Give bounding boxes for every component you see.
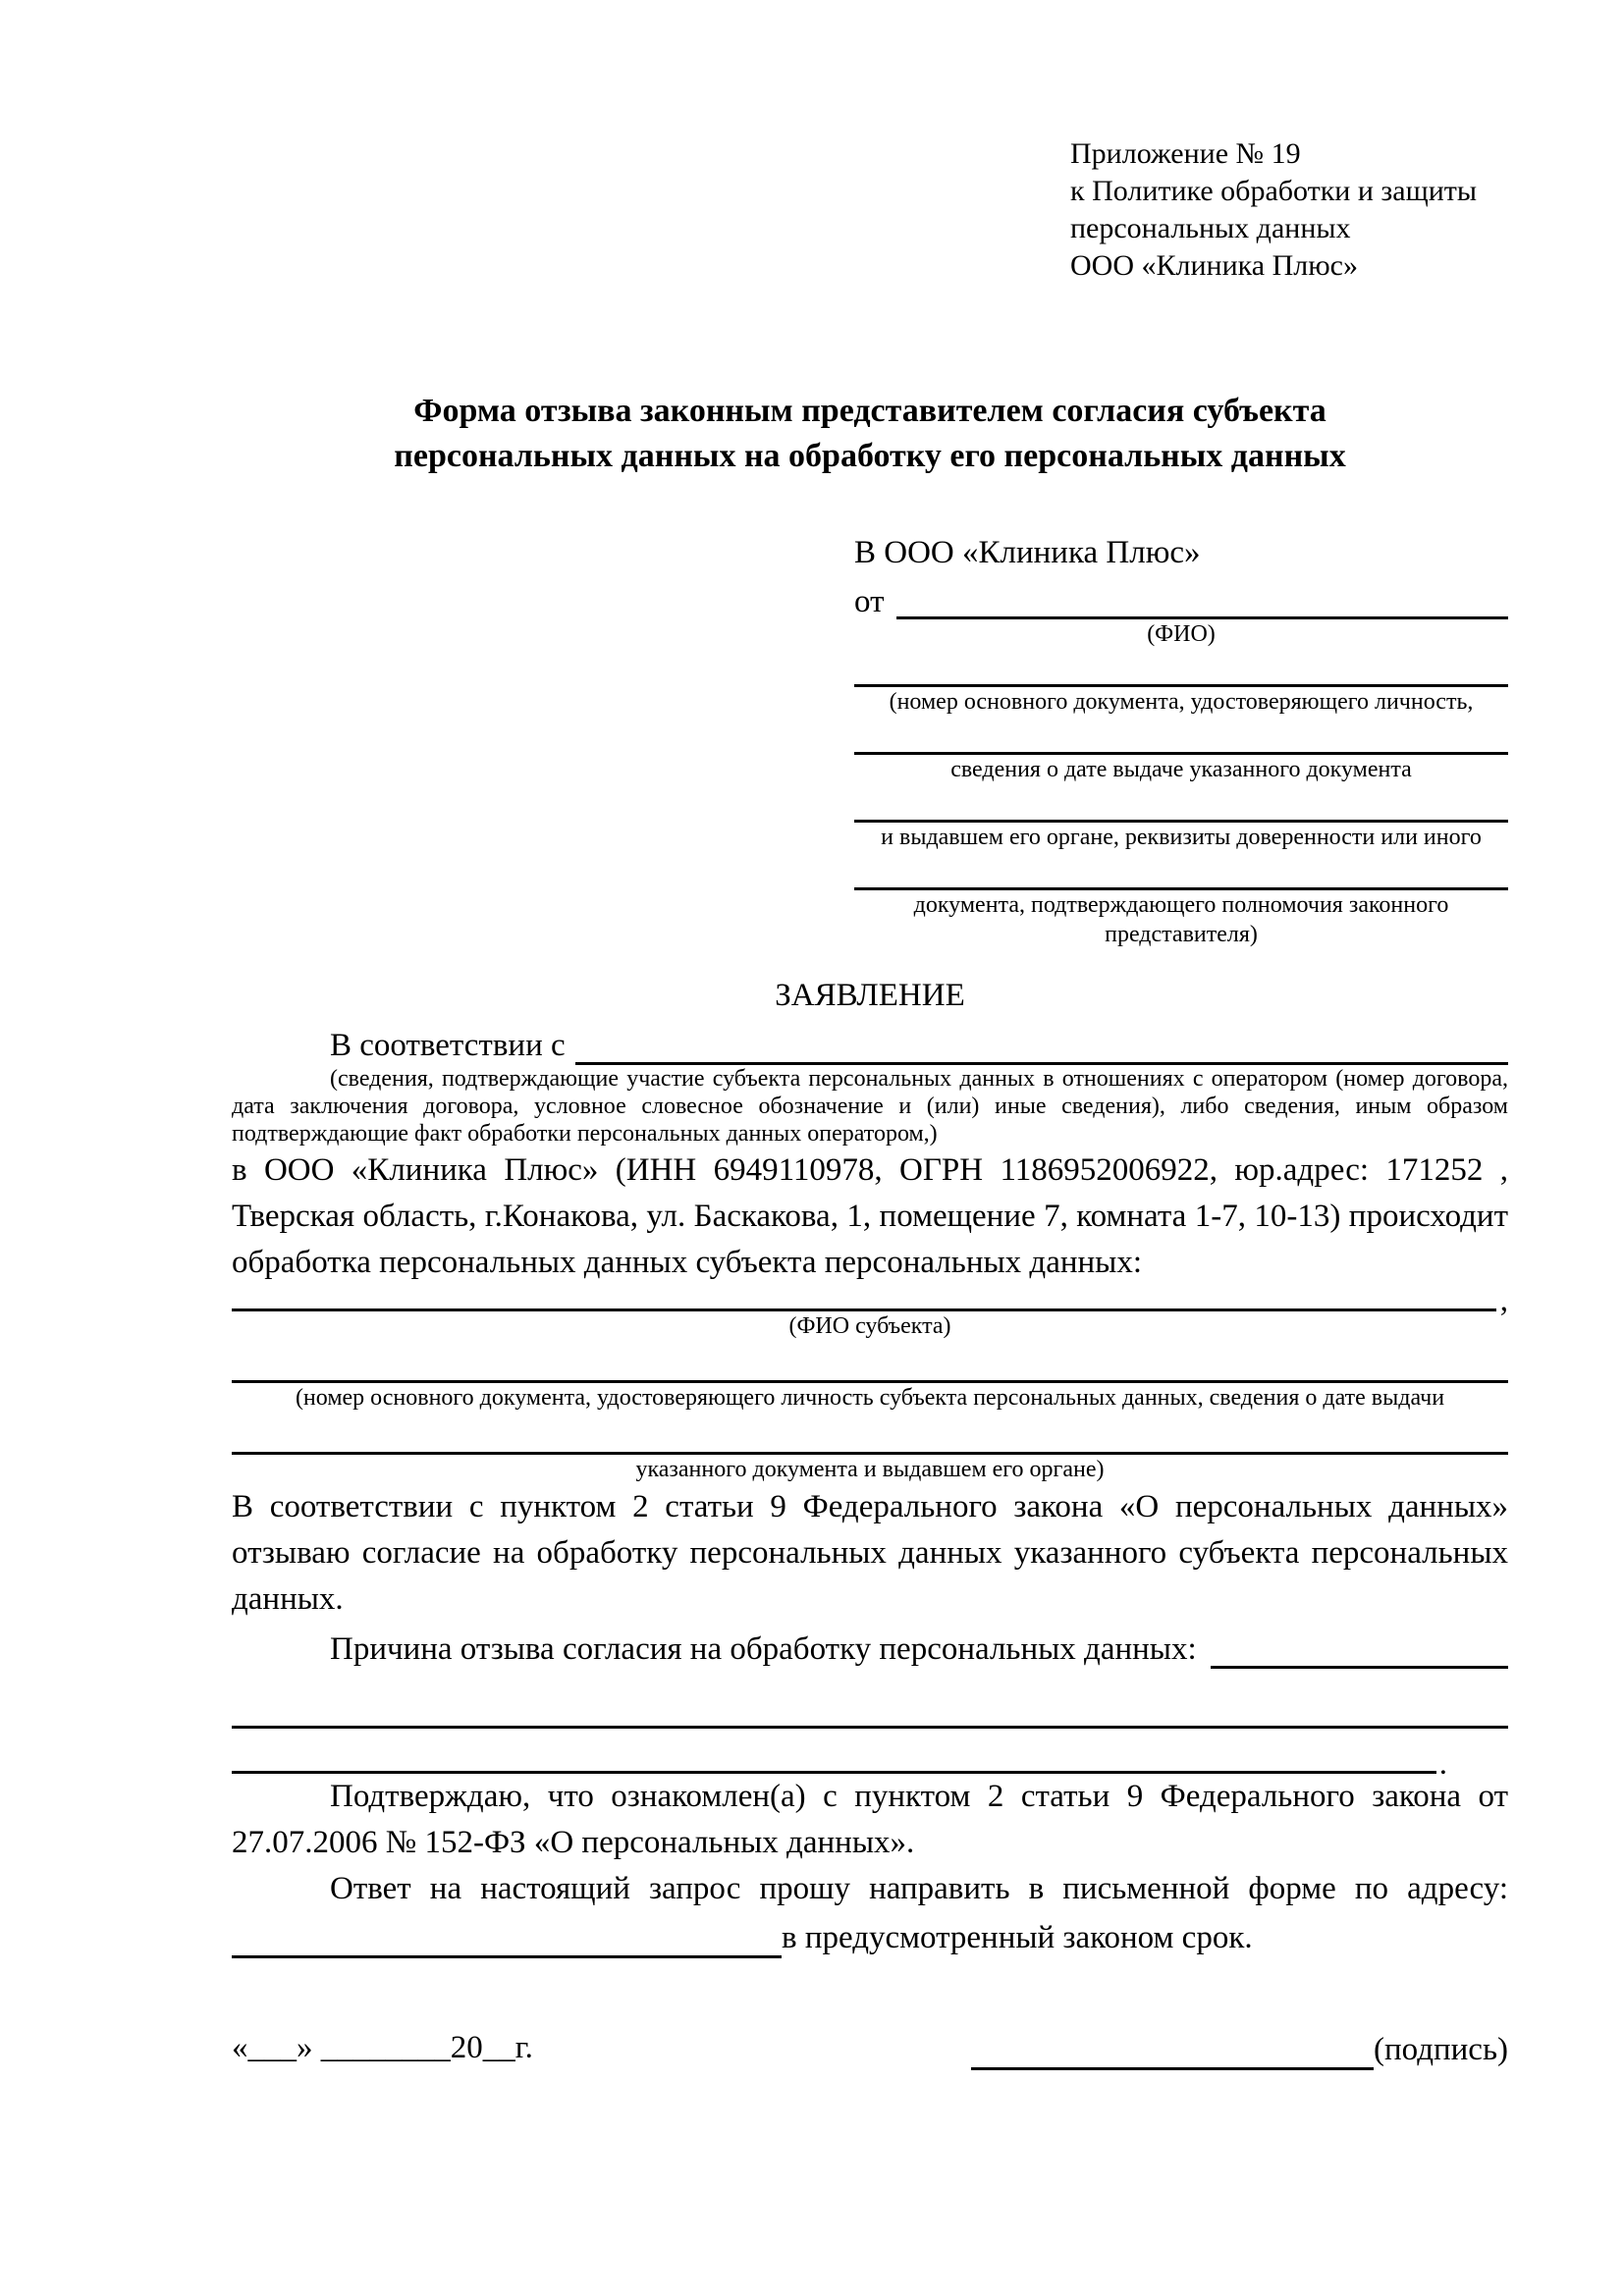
from-label: от xyxy=(854,584,885,619)
appendix-note-line: к Политике обработки и защиты xyxy=(1070,175,1478,207)
document-title xyxy=(232,389,1508,479)
intro-row xyxy=(232,1019,1508,1065)
representative-doc-issuer-blank-line xyxy=(854,784,1508,823)
reason-prefix: Причина отзыва согласия на обработку персональных данных: xyxy=(330,1631,1197,1667)
reply-paragraph: Ответ на настоящий запрос прошу направить в письменной форме по адресу: xyxy=(330,1871,1508,1906)
recipient-block xyxy=(854,530,1508,949)
intro-footnote: (сведения, подтверждающие участие субъекта персональных данных в отношениях с оператором (номер договора, дата заключения договора, условное словесное обозначение и (или) иные сведения), либо сведения, иным образом подтверждающие факт обработки персональных данных оператором,) xyxy=(232,1066,1508,1147)
representative-doc-date-blank-line xyxy=(854,717,1508,755)
confirmation-paragraph: Подтверждаю, что ознакомлен(а) с пунктом 2 статьи 9 Федерального закона от 27.07.2006 № 152-ФЗ «О персональных данных». xyxy=(232,1779,1508,1860)
date-field: «___» ________20__г. xyxy=(232,2030,533,2065)
subject-doc-caption: (номер основного документа, удостоверяющего личность субъекта персональных данных, сведения о дате выдачи xyxy=(295,1385,1445,1411)
subject-doc-blank-line xyxy=(232,1341,1508,1383)
subject-fio-comma: , xyxy=(1499,1283,1508,1318)
representative-doc-blank-line xyxy=(854,649,1508,687)
withdrawal-paragraph: В соответствии с пунктом 2 статьи 9 Федерального закона «О персональных данных» отзываю согласие на обработку персональных данных указанного субъекта персональных данных. xyxy=(232,1489,1508,1617)
field-caption-authority: документа, подтверждающего полномочия законного представителя) xyxy=(913,892,1449,947)
subject-fio-blank-line xyxy=(232,1286,1496,1311)
reason-period: . xyxy=(1438,1746,1447,1782)
appendix-note-line: Приложение № 19 xyxy=(1070,137,1301,170)
reason-blank-line-short xyxy=(1211,1623,1508,1669)
operator-paragraph: в ООО «Клиника Плюс» (ИНН 6949110978, ОГРН 1186952006922, юр.адрес: 171252 , Тверская область, г.Конакова, ул. Баскакова, 1, помещение 7, комната 1-7, 10-13) происходит обработка персональных данных субъекта персональных данных: xyxy=(232,1152,1508,1280)
representative-authority-blank-line xyxy=(854,852,1508,890)
document-title-line: персональных данных на обработку его персональных данных xyxy=(394,438,1346,474)
reason-blank-line-2 xyxy=(232,1729,1436,1774)
footer-row xyxy=(232,2021,1508,2070)
appendix-note-line: персональных данных xyxy=(1070,212,1351,244)
field-caption-doc-number: (номер основного документа, удостоверяющего личность, xyxy=(889,689,1474,715)
reason-blank-line-1 xyxy=(232,1669,1508,1729)
signature-blank-line xyxy=(971,2028,1374,2070)
appendix-note-line: ООО «Клиника Плюс» xyxy=(1070,249,1358,282)
subject-doc-issuer-blank-line xyxy=(232,1413,1508,1455)
statement-heading: ЗАЯВЛЕНИЕ xyxy=(775,978,965,1013)
reply-suffix: в предусмотренный законом срок. xyxy=(782,1920,1253,1955)
subject-fio-caption: (ФИО субъекта) xyxy=(788,1313,951,1339)
from-row xyxy=(854,576,1508,619)
reply-address-blank-line xyxy=(232,1912,782,1958)
subject-doc-issuer-caption: указанного документа и выдавшем его органе) xyxy=(635,1457,1105,1482)
field-caption-doc-issuer: и выдавшем его органе, реквизиты доверенности или иного xyxy=(881,825,1482,850)
subject-fio-row xyxy=(232,1283,1508,1318)
representative-fio-blank-line xyxy=(896,576,1509,619)
signature-caption: (подпись) xyxy=(1374,2032,1508,2067)
intro-prefix: В соответствии с xyxy=(330,1028,566,1063)
appendix-note xyxy=(1070,135,1508,285)
reason-blank-row-2 xyxy=(232,1729,1447,1782)
recipient-org: В ООО «Клиника Плюс» xyxy=(854,535,1201,570)
field-caption-doc-date: сведения о дате выдаче указанного документа xyxy=(950,757,1412,782)
reason-row xyxy=(232,1623,1508,1669)
signature-group xyxy=(971,2028,1508,2070)
intro-blank-line xyxy=(575,1019,1508,1065)
reply-address-row xyxy=(232,1912,1508,1958)
field-caption-fio: (ФИО) xyxy=(1147,621,1216,647)
document-title-line: Форма отзыва законным представителем согласия субъекта xyxy=(413,393,1326,429)
